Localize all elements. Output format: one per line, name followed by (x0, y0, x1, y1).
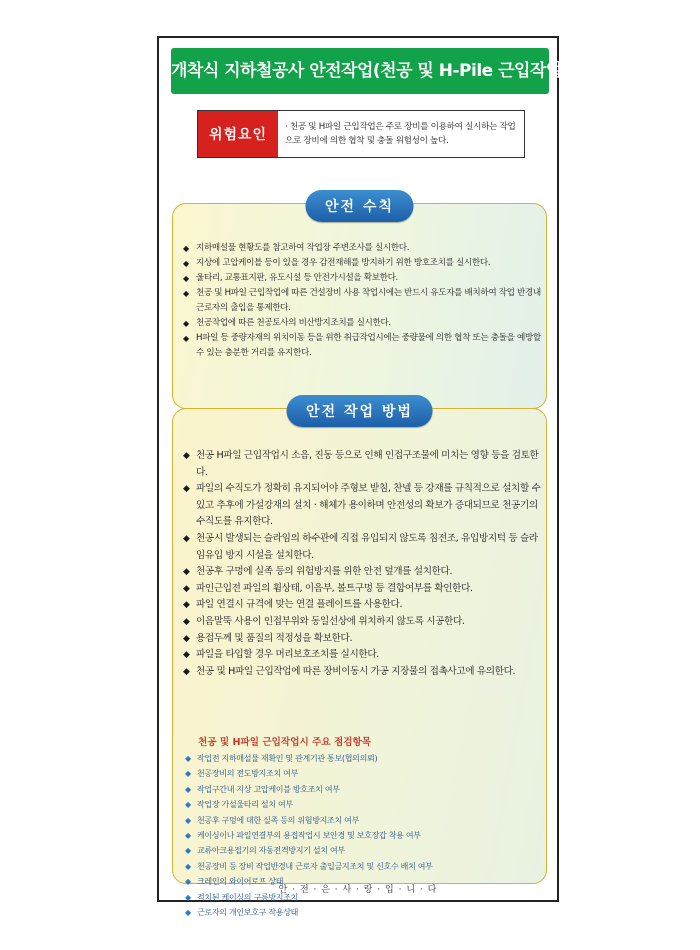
work-methods-heading: 안전 작업 방법 (286, 395, 433, 427)
hazard-box (197, 110, 525, 158)
diamond-bullet-icon: ◆ (183, 259, 189, 268)
diamond-bullet-icon: ◆ (183, 334, 189, 343)
list-item: ◆ H파일 등 중량자재의 위치이동 등을 위한 취급작업시에는 중량물에 의한 협착 또는 충돌을 예방할 수 있는 충분한 거리를 유지한다. (183, 333, 541, 358)
checklist (185, 751, 535, 920)
diamond-bullet-icon: ◆ (183, 666, 190, 677)
list-item: ◆ 천공작업에 따른 천공토사의 비산방지조치를 실시한다. (183, 316, 541, 331)
checklist-item: ◆ 천공후 구멍에 대한 실족 등의 위험방지조치 여부 (185, 813, 535, 828)
diamond-small-icon: ◆ (185, 784, 191, 794)
checklist-item: ◆ 크레인의 와이어로프 상태 (185, 874, 535, 889)
diamond-bullet-icon: ◆ (183, 289, 189, 298)
diamond-bullet-icon: ◆ (183, 616, 190, 627)
safety-poster (157, 36, 570, 918)
list-item: ◆ 파인근입전 파일의 휨상태, 이음부, 볼트구멍 등 결함여부를 확인한다. (183, 581, 541, 598)
checklist-title: 천공 및 H파일 근입작업시 주요 점검항목 (198, 737, 372, 748)
diamond-small-icon: ◆ (185, 908, 191, 918)
work-methods-list (183, 448, 541, 680)
list-item: ◆ 천공후 구멍에 실족 등의 위험방지를 위한 안전 덮개를 설치한다. (183, 564, 541, 581)
diamond-bullet-icon: ◆ (183, 319, 189, 328)
checklist-item: ◆ 작업장 가설울타리 설치 여부 (185, 797, 535, 812)
diamond-small-icon: ◆ (185, 877, 191, 887)
diamond-small-icon: ◆ (185, 815, 191, 825)
list-item: ◆ 울타리, 교통표지판, 유도시설 등 안전가시설을 확보한다. (183, 271, 541, 286)
list-item: ◆ 용접두께 및 품질의 적정성을 확보한다. (183, 631, 541, 648)
diamond-bullet-icon: ◆ (183, 533, 190, 544)
diamond-small-icon: ◆ (185, 769, 191, 779)
checklist-item: ◆ 근로자의 개인보호구 작용상태 (185, 905, 535, 920)
list-item: ◆ 지하매설물 현황도를 참고하여 작업장 주변조사를 실시한다. (183, 241, 541, 256)
diamond-bullet-icon: ◆ (183, 567, 190, 578)
safety-rules-list (183, 241, 541, 361)
diamond-bullet-icon: ◆ (183, 451, 190, 461)
diamond-bullet-icon: ◆ (183, 244, 189, 253)
list-item: ◆ 파일의 수직도가 정확히 유지되어야 주형보 받침, 찬넬 등 강재를 규칙적으로 설치할 수 있고 추후에 가설강재의 설치 · 해체가 용이하며 안전성의 확보가 증대되므로 천공기의 수직도를 유지한다. (183, 483, 541, 528)
diamond-bullet-icon: ◆ (183, 274, 189, 283)
checklist-item: ◆ 작업전 지하매설물 재확인 및 관계기관 통보(협의의뢰) (185, 751, 535, 766)
diamond-bullet-icon: ◆ (183, 600, 190, 611)
diamond-bullet-icon: ◆ (183, 633, 190, 644)
poster-title: 개착식 지하철공사 안전작업(천공 및 H-Pile 근입작업) (171, 48, 549, 94)
checklist-item: ◆ 케이싱이나 파일연결부의 용접작업시 보안경 및 보호장갑 착용 여부 (185, 828, 535, 843)
diamond-small-icon: ◆ (185, 831, 191, 841)
list-item: ◆ 천공시 발생되는 슬라임의 하수관에 직접 유입되지 않도록 침전조, 유입방지턱 등 슬라임유입 방지 시설을 설치한다. (183, 532, 538, 561)
list-item: ◆ 천공 및 H파일 근입작업에 따른 장비이동시 가공 지장물의 접촉사고에 유의한다. (183, 664, 541, 681)
diamond-bullet-icon: ◆ (183, 583, 190, 594)
diamond-small-icon: ◆ (185, 800, 191, 810)
diamond-small-icon: ◆ (185, 892, 191, 902)
diamond-bullet-icon: ◆ (183, 484, 190, 495)
list-item: ◆ 지상에 고압케이블 등이 있을 경우 감전재해를 방지하기 위한 방호조치를 실시한다. (183, 256, 541, 271)
list-item: ◆ 파일 연결시 규격에 맞는 연결 플레이트를 사용한다. (183, 597, 541, 614)
hazard-label: 위험요인 (198, 111, 278, 157)
safety-rules-heading: 안전 수칙 (305, 190, 414, 222)
diamond-small-icon: ◆ (185, 846, 191, 856)
checklist-item: ◆ 적치된 케이싱의 구름방지조치 (185, 890, 535, 905)
checklist-item: ◆ 교류아크용접기의 자동전격방지기 설치 여부 (185, 843, 535, 858)
list-item: ◆ 파일을 타입할 경우 머리보호조치를 실시한다. (183, 647, 541, 664)
safety-rules-section (172, 199, 547, 409)
list-item: ◆ 천공 및 H파일 근입작업에 따른 건설장비 사용 작업시에는 반드시 유도자를 배치하여 작업 반경내 근로자의 출입을 통제한다. (183, 288, 541, 313)
list-item: ◆ 천공 H파일 근입작업시 소음, 진동 등으로 인해 인접구조물에 미치는 영향 등을 검토한다. (183, 450, 539, 478)
checklist-item: ◆ 천공장비 등 장비 작업반경내 근로자 출입금지조치 및 신호수 배치 여부 (185, 859, 535, 874)
checklist-item: ◆ 작업구간내 지상 고압케이블 방호조치 여부 (185, 782, 535, 797)
diamond-small-icon: ◆ (185, 754, 191, 763)
diamond-bullet-icon: ◆ (183, 650, 190, 661)
diamond-small-icon: ◆ (185, 861, 191, 871)
list-item: ◆ 이음말뚝 사용이 인접부위와 동일선상에 위치하지 않도록 시공한다. (183, 614, 541, 631)
footer-slogan: 안 · 전 · 은 · 사 · 랑 · 입 · 니 · 다 (278, 885, 438, 895)
checklist-item: ◆ 천공장비의 전도방지조치 여부 (185, 766, 535, 781)
hazard-text: · 천공 및 H파일 근입작업은 주로 장비를 이용하여 실시하는 작업으로 장비에 의한 협착 및 충돌 위험성이 높다. (285, 122, 516, 146)
